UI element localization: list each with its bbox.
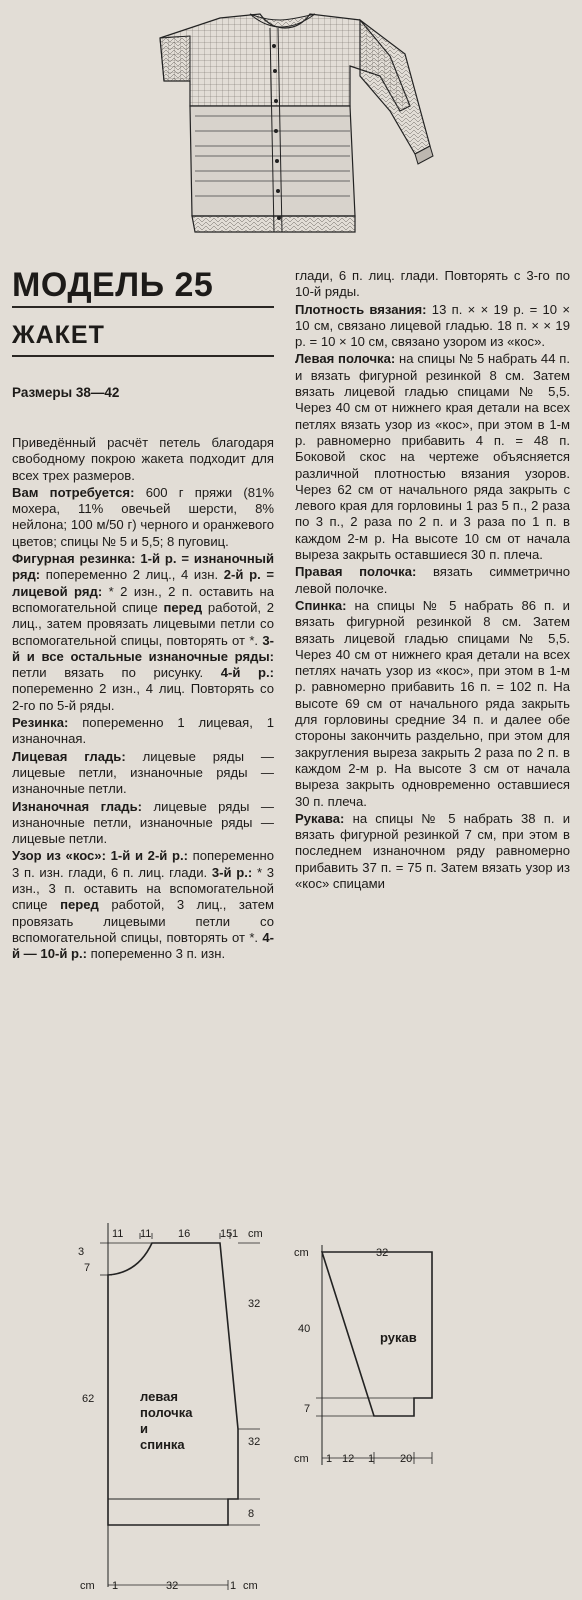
- materials-label: Вам потребуется:: [12, 484, 135, 500]
- body-top-dim-4: 15: [220, 1228, 233, 1240]
- stockinette-text: лицевые ряды — лицевые петли, изнаночные ряды — изнаночные петли.: [12, 748, 274, 797]
- right-front-paragraph: [295, 564, 570, 597]
- body-right-dim-2: 32: [248, 1436, 261, 1448]
- rib-text: попеременно 1 лицевая, 1 изнаночная.: [12, 715, 275, 747]
- body-bottom-unit-right: cm: [243, 1580, 258, 1592]
- back-text: на спицы № 5 набрать 86 п. и вязать фигурной резинкой 8 см. Затем вязать лицевой гладью спицами № 5,5. Через 40 см от нижнего края детали на всех петлях начать узор из «кос», при этом в 1-м р. равномерно прибавить 16 п. = 102 п. На высоте 69 см от начального ряда закрыть для горловины средние 34 п. и далее обе стороны закончить раздельно, при этом для закругления выреза закрыть 2 раза по 2 п. в каждом 2-м р. На высоте 3 см от начала выреза закрыть одновременно оставшиеся 30 п. плеча.: [295, 597, 570, 809]
- body-bottom-dim-3: 1: [230, 1580, 237, 1592]
- fancy-rib-paragraph: [12, 551, 274, 714]
- cable-row4-label: 4-й — 10-й р.:: [12, 929, 275, 962]
- cable-row3-text-b: работой, 3 лиц., затем провязать лицевыми петли со вспомогательной спицы, повторять от *.: [12, 897, 275, 945]
- body-bottom-dim-2: 32: [166, 1580, 179, 1592]
- body-top-dim-3: 16: [178, 1228, 191, 1240]
- left-front-label: Левая полочка:: [295, 351, 396, 367]
- sizes-line: Размеры 38—42: [12, 385, 120, 400]
- stockinette-paragraph: [12, 749, 274, 798]
- subtitle-rule: [12, 355, 274, 357]
- materials-text: 600 г пряжи (81% мохера, 11% овечьей шерсти, 8% нейлона; 100 м/50 г) черного и оранжевого цветов; спицы № 5 и 5,5; 8 пуговиц.: [12, 484, 274, 549]
- cable-row3-text-a: * 3 изн., 3 п. оставить на вспомогательной спице: [12, 864, 275, 913]
- sleeve-bottom-unit: cm: [294, 1453, 309, 1465]
- body-right-dim-1: 32: [248, 1298, 261, 1310]
- fancy-rib-row3-label: 3-й и все остальные изнаночные ряды:: [12, 632, 275, 664]
- fancy-rib-row1-label: 1-й р. = изнаночный ряд:: [12, 551, 274, 583]
- sleeve-top-dim: 32: [376, 1247, 389, 1259]
- right-column: [295, 268, 570, 893]
- materials-paragraph: [12, 485, 274, 550]
- body-top-dim-1: 11: [112, 1228, 124, 1240]
- body-left-dim-3: 62: [82, 1393, 95, 1405]
- sleeve-top-unit: cm: [294, 1247, 309, 1259]
- page-subtitle: ЖАКЕТ: [12, 321, 105, 349]
- fancy-rib-row2-text-b: работой, 2 лиц., затем провязать лицевыми петли со вспомогательной спицы, повторять от *.: [12, 599, 275, 648]
- cable-row4-text: попеременно 3 п. изн.: [90, 946, 226, 962]
- fancy-rib-row2-label: 2-й р. = лицевой ряд:: [12, 567, 275, 599]
- body-label-line2: полочка: [140, 1405, 193, 1420]
- body-top-dim-2: 11: [140, 1228, 152, 1240]
- stockinette-label: Лицевая гладь:: [12, 748, 126, 764]
- reverse-stockinette-label: Изнаночная гладь:: [12, 798, 143, 814]
- sleeve-bottom-dim-4: 20: [400, 1453, 413, 1465]
- left-column: [12, 435, 274, 964]
- fancy-rib-row1-text: попеременно 2 лиц., 4 изн.: [45, 567, 219, 583]
- body-left-dim-1: 3: [78, 1246, 85, 1258]
- intro-paragraph: Приведённый расчёт петель благодаря свободному покрою жакета подходит для всех трех размеров.: [12, 435, 274, 483]
- title-rule: [12, 306, 274, 308]
- sleeve-label: рукав: [380, 1330, 417, 1345]
- sleeve-bottom-dim-1: 1: [326, 1453, 333, 1465]
- fancy-rib-row4-label: 4-й р.:: [220, 665, 274, 681]
- reverse-stockinette-paragraph: [12, 799, 274, 848]
- rib-paragraph: [12, 715, 274, 748]
- body-right-dim-3: 8: [248, 1508, 255, 1520]
- left-front-text: на спицы № 5 набрать 44 п. и вязать фигурной резинкой 8 см. Затем вязать лицевой гладью спицами № 5,5. Через 40 см от нижнего края детали на всех петлях вязать узор из «кос», при этом в 1-м р. равномерно прибавить 4 п. = 48 п. Боковой скос на чертеже объясняется различной плотностью вязания узоров. Через 62 см от начального ряда закрыть с левого края для горловины 1 раз 5 п., 2 раза по 3 п., 2 раза по 2 п. и 3 раза по 1 п. в каждом 2-м р. На высоте 10 см от начала выреза закрыть оставшиеся 30 п. плеча.: [295, 351, 570, 563]
- fancy-rib-row4-text: попеременно 2 изн., 4 лиц. Повторять со 2-го по 5-й ряды.: [12, 681, 274, 713]
- gauge-label: Плотность вязания:: [295, 301, 427, 317]
- sleeve-left-dim-2: 7: [304, 1403, 311, 1415]
- fancy-rib-label: Фигурная резинка:: [12, 551, 136, 567]
- cable-row3-before: перед: [60, 897, 99, 913]
- cable-label: Узор из «кос»:: [12, 848, 106, 864]
- reverse-stockinette-text: лицевые ряды — изнаночные петли, изнаночные ряды — лицевые петли.: [12, 798, 274, 847]
- sleeves-label: Рукава:: [295, 810, 345, 826]
- right-front-label: Правая полочка:: [295, 564, 417, 580]
- sleeve-left-dim-1: 40: [298, 1323, 311, 1335]
- cable-paragraph: [12, 848, 274, 962]
- body-bottom-unit: cm: [80, 1580, 95, 1592]
- gauge-paragraph: [295, 302, 570, 351]
- gauge-text: 13 п. × × 19 р. = 10 × 10 см, связано лицевой гладью. 18 п. × × 19 р. = 10 × 10 см, связано узором из «кос».: [295, 301, 571, 350]
- fancy-rib-row3-text: петли вязать по рисунку.: [12, 665, 204, 681]
- back-label: Спинка:: [295, 597, 347, 613]
- body-schematic: [60, 1215, 280, 1600]
- sleeve-bottom-dim-2: 12: [342, 1453, 355, 1465]
- sleeves-paragraph: [295, 811, 570, 892]
- body-top-dim-5: 1: [232, 1228, 239, 1240]
- right-front-text: вязать симметрично левой полочке.: [295, 564, 571, 596]
- rib-label: Резинка:: [12, 715, 69, 731]
- body-label-line1: левая: [140, 1389, 178, 1404]
- cable-row12-text: попеременно 3 п. изн. глади, 6 п. лиц. глади.: [12, 848, 274, 880]
- cable-row3-label: 3-й р.:: [211, 864, 253, 880]
- body-top-unit: cm: [248, 1228, 263, 1240]
- sleeve-bottom-dim-3: 1: [368, 1453, 375, 1465]
- fancy-rib-row2-text-a: * 2 изн., 2 п. оставить на вспомогательной спице: [12, 583, 275, 615]
- jacket-illustration: [150, 6, 440, 238]
- left-front-paragraph: [295, 351, 570, 563]
- body-bottom-dim-1: 1: [112, 1580, 119, 1592]
- back-paragraph: [295, 598, 570, 810]
- sleeve-schematic: [290, 1240, 470, 1490]
- cable-continuation: глади, 6 п. лиц. глади. Повторять с 3-го по 10-й ряды.: [295, 268, 570, 300]
- body-left-dim-2: 7: [84, 1262, 91, 1274]
- body-label-line3: и: [140, 1421, 148, 1436]
- fancy-rib-row2-before: перед: [163, 599, 203, 615]
- sleeves-text: на спицы № 5 набрать 38 п. и вязать фигурной резинкой 7 см, при этом в последнем изнаночном ряду равномерно прибавить 37 п. = 75 п. Затем вязать узор из «кос» спицами: [295, 810, 571, 891]
- cable-row12-label: 1-й и 2-й р.:: [110, 848, 188, 864]
- body-label-line4: спинка: [140, 1437, 185, 1452]
- page-title: МОДЕЛЬ 25: [12, 266, 214, 304]
